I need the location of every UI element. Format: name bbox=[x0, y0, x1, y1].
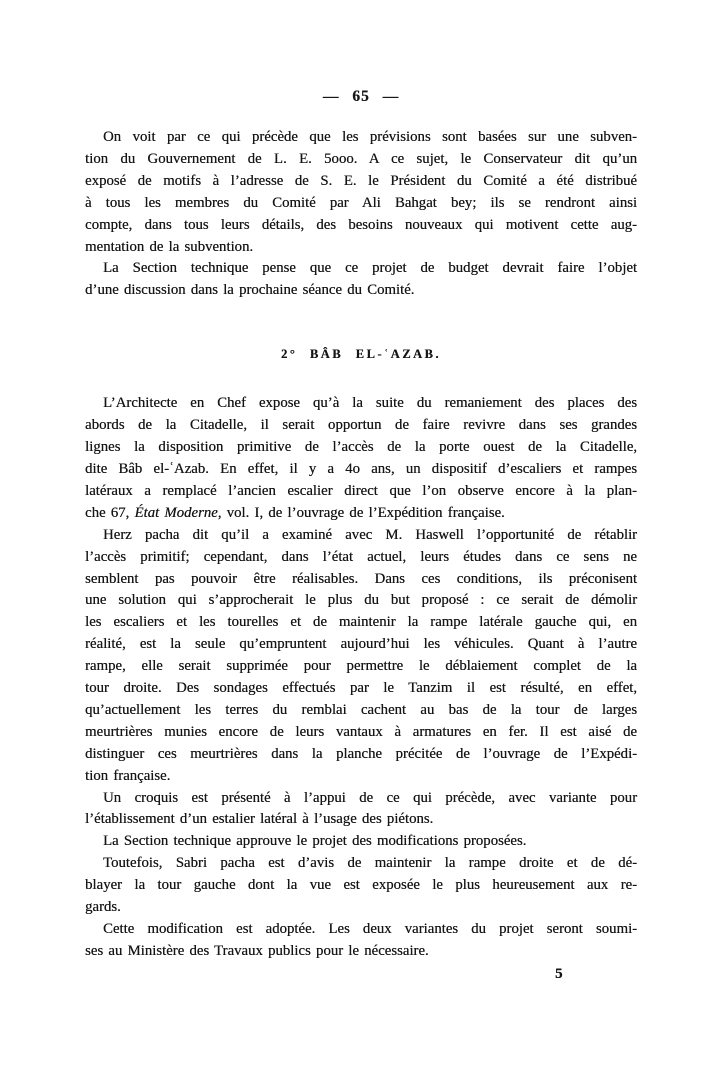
text-line: l’établissement d’un estalier latéral à l’usage des piétons. bbox=[85, 811, 434, 828]
text-block bbox=[85, 88, 637, 963]
text-line: rampe, elle serait supprimée pour permettre le déblaiement complet de la bbox=[85, 658, 637, 675]
text-line: gards. bbox=[85, 899, 121, 916]
text-line: compte, dans tous leurs détails, des besoins nouveaux qui motivent cette aug- bbox=[85, 216, 637, 233]
text-line: d’une discussion dans la prochaine séance du Comité. bbox=[85, 282, 415, 299]
text-line: Cette modification est adoptée. Les deux variantes du projet seront soumi- bbox=[103, 921, 637, 937]
page-number-header: — 65 — bbox=[322, 88, 400, 105]
text-line: qu’actuellement les terres du remblai cachent au bas de la tour de larges bbox=[85, 701, 637, 718]
text-line: meurtrières munies encore de leurs vantaux à armatures en fer. Il est aisé de bbox=[85, 723, 637, 740]
paragraph bbox=[85, 831, 637, 853]
paragraph bbox=[85, 853, 637, 919]
text-line: Un croquis est présenté à l’appui de ce qui précède, avec variante pour bbox=[103, 789, 637, 806]
text-line: tour droite. Des sondages effectués par le Tanzim il est résulté, en effet, bbox=[85, 680, 637, 697]
italic-book-title: État Moderne bbox=[134, 504, 218, 521]
text-line: Toutefois, Sabri pacha est d’avis de maintenir la rampe droite et de dé- bbox=[103, 855, 637, 872]
text-line: lignes la disposition primitive de l’accès de la porte ouest de la Citadelle, bbox=[85, 439, 637, 456]
text-line: l’accès primitif; cependant, dans l’état actuel, leurs études dans ce sens ne bbox=[85, 548, 637, 565]
text-line: ses au Ministère des Travaux publics pour le nécessaire. bbox=[85, 942, 429, 959]
text-line: tion française. bbox=[85, 767, 171, 784]
text-line: exposé de motifs à l’adresse de S. E. le Président du Comité a été distribué bbox=[85, 172, 637, 189]
section-heading: 2° BÂB EL-ʿAZAB. bbox=[280, 347, 442, 362]
text-line: La Section technique pense que ce projet de budget devrait faire l’objet bbox=[103, 260, 637, 277]
text-line: une solution qui s’approcherait le plus du but proposé : ce serait de démolir bbox=[85, 592, 637, 609]
text-line: dite Bâb el-ʿAzab. En effet, il y a 4o ans, un dispositif d’escaliers et rampes bbox=[85, 460, 637, 477]
text-line: les escaliers et les tourelles et de maintenir la rampe latérale gauche qui, en bbox=[85, 614, 637, 631]
text-line: On voit par ce qui précède que les prévisions sont basées sur une subven- bbox=[103, 129, 637, 145]
paragraph bbox=[85, 127, 637, 258]
text-line: L’Architecte en Chef expose qu’à la suite du remaniement des places des bbox=[103, 395, 637, 412]
paragraph bbox=[85, 393, 637, 524]
text-segment: , vol. I, de l’ouvrage de l’Expédition française. bbox=[217, 504, 505, 521]
text-line: Herz pacha dit qu’il a examiné avec M. Haswell l’opportunité de rétablir bbox=[103, 526, 637, 543]
text-line: distinguer ces meurtrières dans la planche précitée de l’ouvrage de l’Expédi- bbox=[85, 745, 637, 762]
signature-mark: 5 bbox=[555, 966, 563, 982]
text-line: latéraux a remplacé l’ancien escalier direct que l’on observe encore à la plan- bbox=[85, 482, 637, 499]
text-line: blayer la tour gauche dont la vue est exposée le plus heureusement aux re- bbox=[85, 877, 637, 894]
text-line: mentation de la subvention. bbox=[85, 238, 254, 255]
paragraph bbox=[85, 919, 637, 963]
paragraph bbox=[85, 258, 637, 302]
text-line: abords de la Citadelle, il serait opportun de faire revivre dans ses grandes bbox=[85, 417, 637, 434]
text-line bbox=[85, 503, 637, 525]
paragraph bbox=[85, 525, 637, 788]
text-line: tion du Gouvernement de L. E. 5ooo. A ce sujet, le Conservateur dit qu’un bbox=[85, 150, 637, 167]
text-segment: che 67, bbox=[85, 504, 135, 521]
text-line: réalité, est la seule qu’empruntent aujourd’hui les véhicules. Quant à l’autre bbox=[85, 636, 637, 653]
text-line: semblent pas pouvoir être réalisables. Dans ces conditions, ils préconisent bbox=[85, 570, 637, 587]
text-line: à tous les membres du Comité par Ali Bahgat bey; ils se rendront ainsi bbox=[85, 194, 637, 211]
paragraph bbox=[85, 788, 637, 832]
document-body bbox=[85, 127, 637, 963]
text-line: La Section technique approuve le projet des modifications proposées. bbox=[103, 833, 527, 850]
